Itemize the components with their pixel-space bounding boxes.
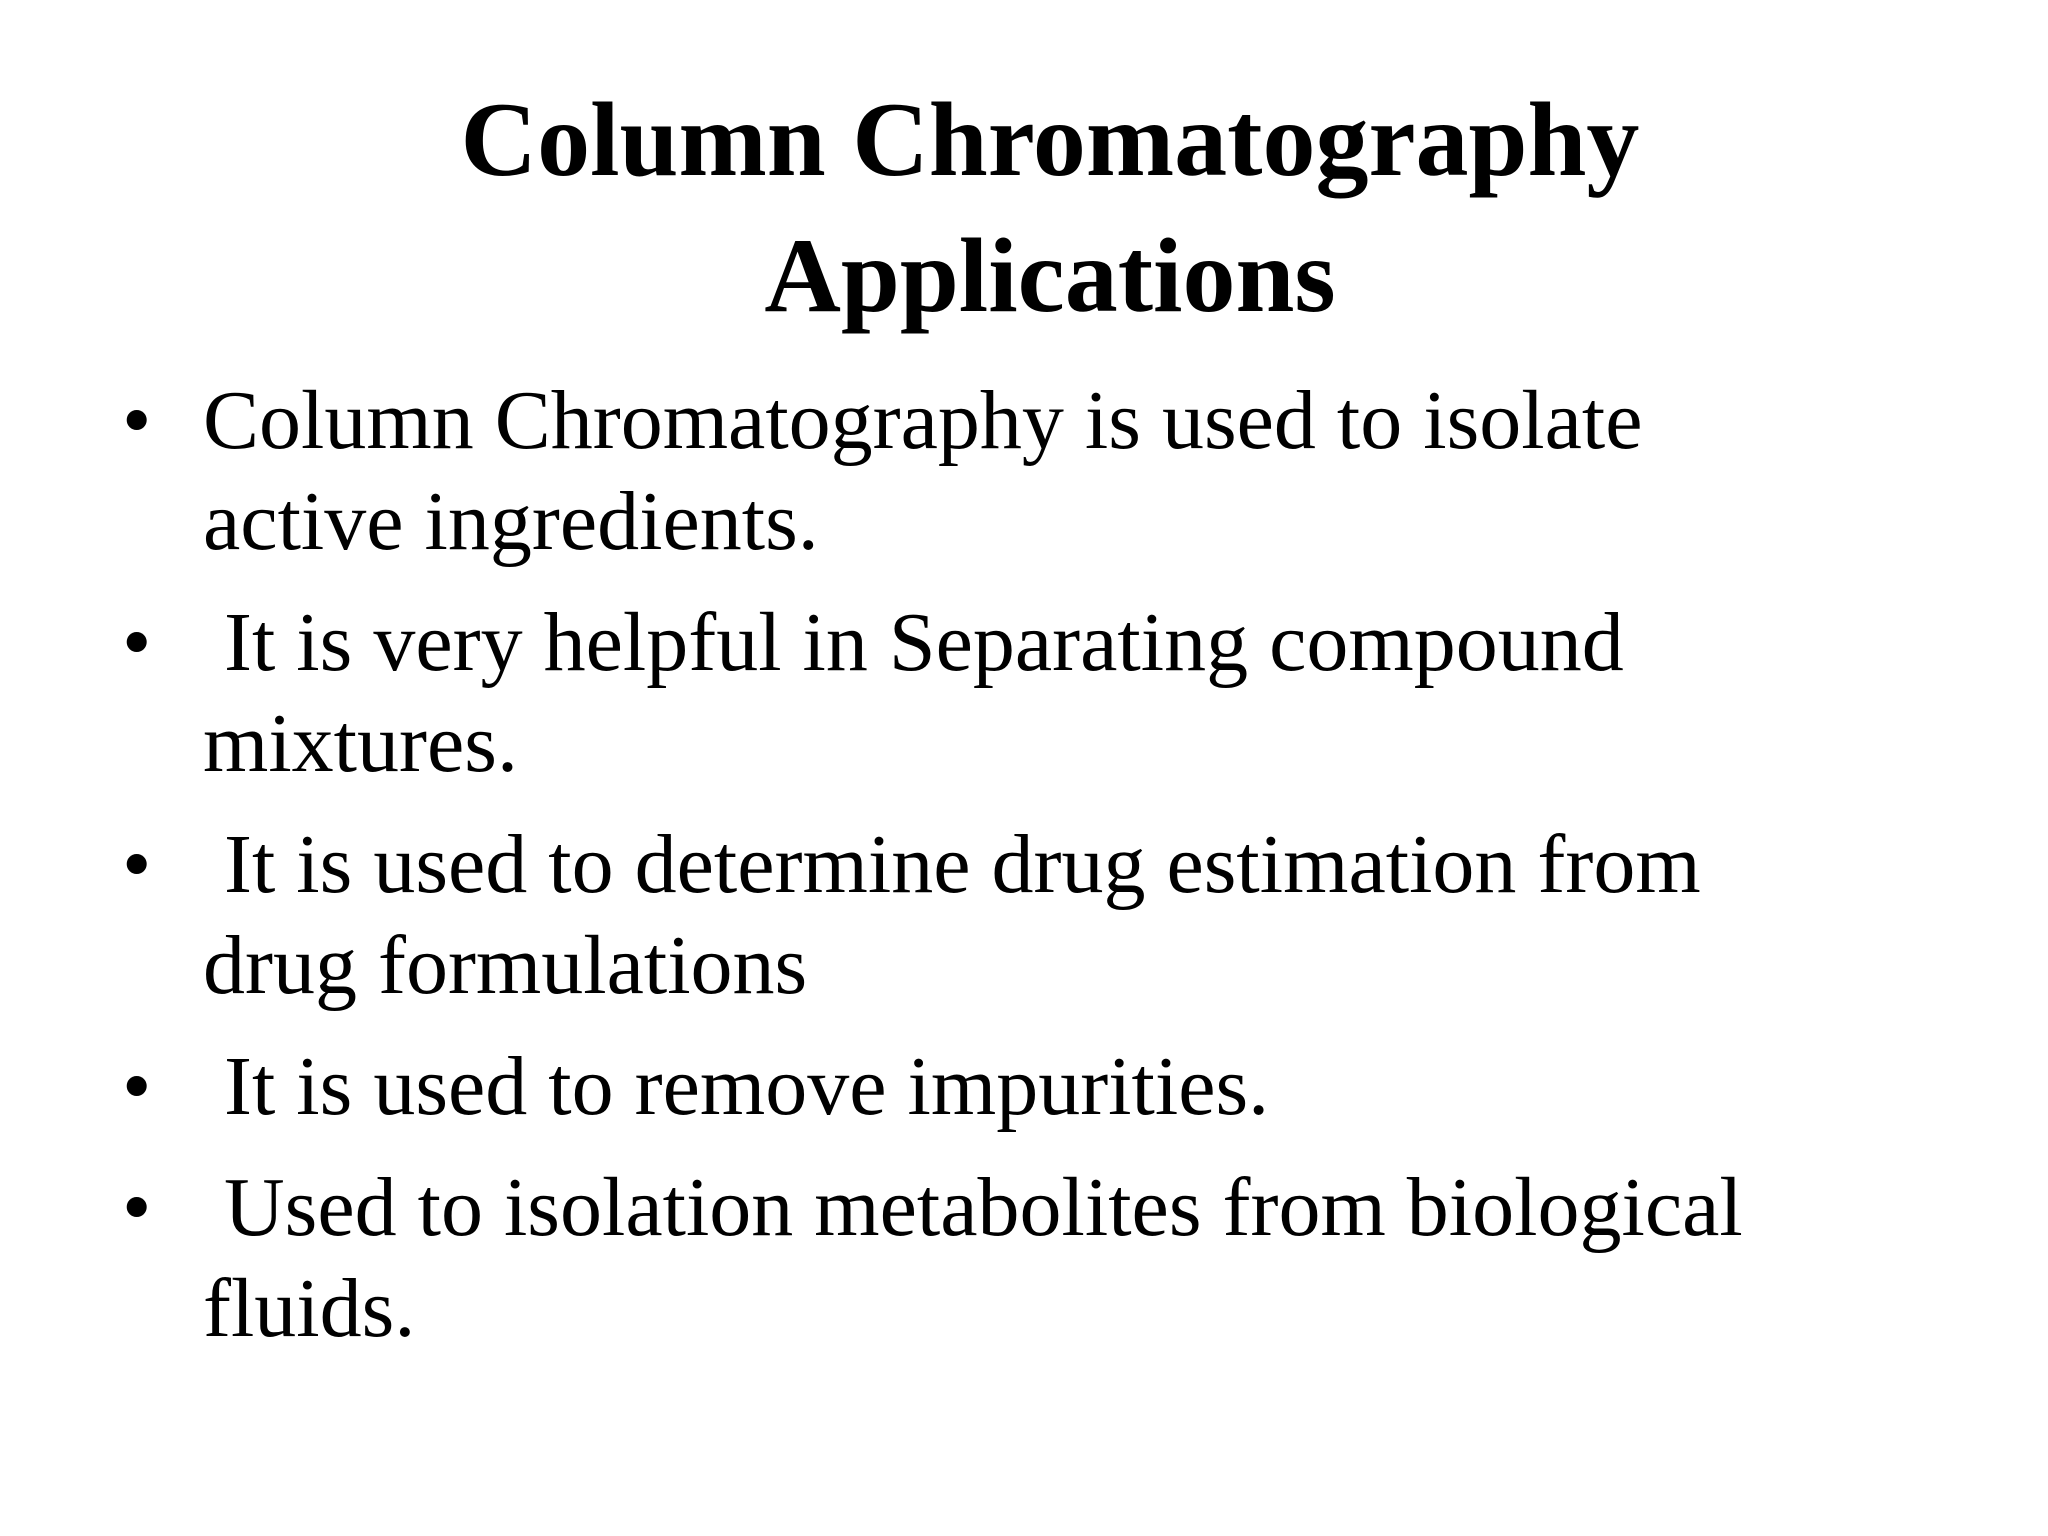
bullet-text-line: It is very helpful in Separating compound xyxy=(203,596,1624,689)
bullet-text-line: active ingredients. xyxy=(203,475,819,568)
bullet-dot-icon: • xyxy=(122,374,152,467)
bullet-dot-icon: • xyxy=(122,1040,152,1133)
bullet-text-line: fluids. xyxy=(203,1262,416,1355)
bullet-text-line: Column Chromatography is used to isolate xyxy=(203,374,1643,467)
bullet-list xyxy=(0,370,2048,1379)
slide-title-line-1: Column Chromatography xyxy=(460,81,1640,198)
bullet-item-drug-estimation xyxy=(0,814,2048,1016)
bullet-text-line: It is used to determine drug estimation from xyxy=(203,818,1701,911)
bullet-dot-icon: • xyxy=(122,1161,152,1254)
bullet-text-line: mixtures. xyxy=(203,697,518,790)
bullet-text-line: drug formulations xyxy=(203,919,808,1012)
bullet-item-separating-mixtures xyxy=(0,592,2048,794)
bullet-item-isolate-ingredients xyxy=(0,370,2048,572)
bullet-text-line: Used to isolation metabolites from biological xyxy=(203,1161,1743,1254)
bullet-dot-icon: • xyxy=(122,596,152,689)
slide-title-line-2: Applications xyxy=(764,217,1336,334)
bullet-item-isolation-metabolites xyxy=(0,1157,2048,1359)
bullet-text-line: It is used to remove impurities. xyxy=(203,1040,1270,1133)
slide-title xyxy=(300,72,1800,344)
bullet-item-remove-impurities xyxy=(0,1036,2048,1137)
bullet-dot-icon: • xyxy=(122,818,152,911)
